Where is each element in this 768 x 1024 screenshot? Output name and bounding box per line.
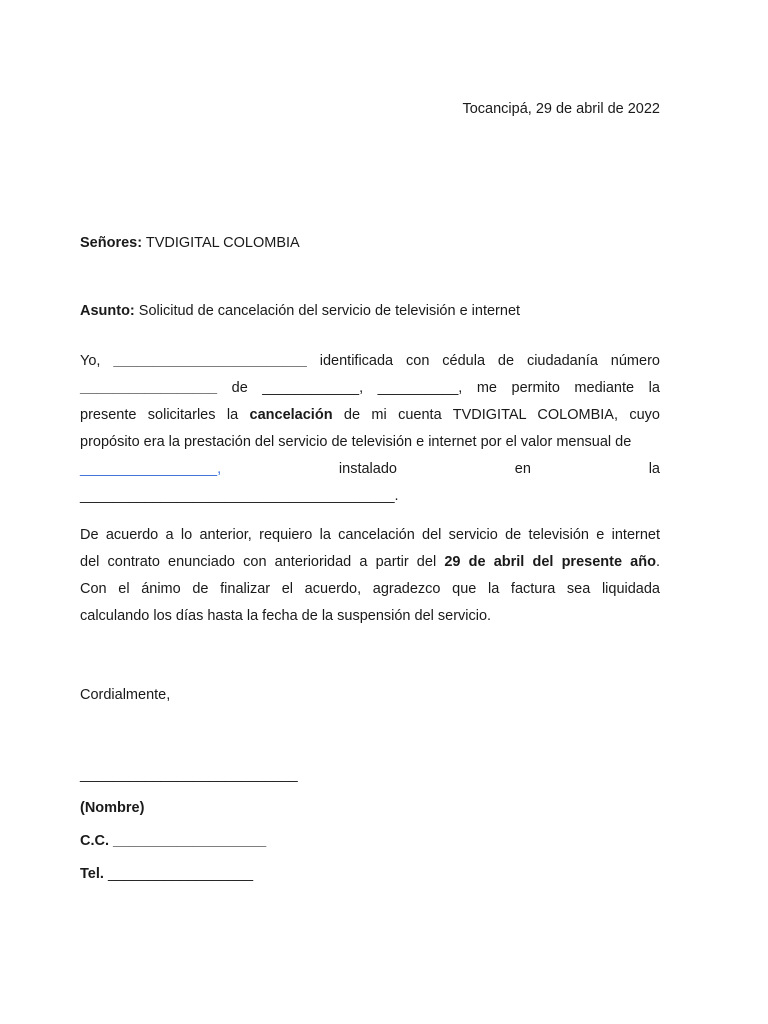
word: la	[648, 461, 660, 477]
paragraph-line	[80, 402, 660, 429]
word: ciudadanía	[526, 353, 598, 369]
paragraph-line	[80, 429, 660, 456]
text-run: del contrato enunciado con anterioridad a partir del	[80, 554, 445, 570]
paragraph-line	[80, 375, 660, 402]
subject-label: Asunto:	[80, 303, 135, 319]
word: Yo,	[80, 353, 101, 369]
text-run: calculando los días hasta la fecha de la suspensión del servicio.	[80, 608, 492, 624]
paragraph-line	[80, 456, 660, 483]
text-run: presente solicitarles la	[80, 407, 250, 423]
cc-blank: ___________________	[113, 833, 267, 849]
subject-text: Solicitud de cancelación del servicio de televisión e internet	[138, 303, 521, 319]
signature-tel	[80, 866, 253, 882]
word: permito	[511, 380, 560, 396]
paragraph-line	[80, 576, 660, 603]
letter-date: Tocancipá, 29 de abril de 2022	[462, 101, 660, 117]
word: me	[476, 380, 497, 396]
word: de	[497, 353, 515, 369]
word: la	[648, 380, 660, 396]
paragraph-request	[80, 348, 660, 510]
city-blank: ____________,	[262, 380, 364, 396]
text-run: De acuerdo a lo anterior, requiero la cancelación del servicio de televisión e internet	[80, 527, 660, 543]
word: cédula	[442, 353, 486, 369]
word: de	[231, 380, 248, 396]
tel-label: Tel.	[80, 866, 104, 882]
word: identificada	[319, 353, 394, 369]
paragraph-line	[80, 522, 660, 549]
paragraph-line	[80, 348, 660, 375]
text-run: .	[655, 554, 660, 570]
tel-blank: __________________	[107, 866, 254, 882]
word: instalado	[338, 461, 397, 477]
cc-label: C.C.	[80, 833, 109, 849]
word: en	[514, 461, 531, 477]
id-number-blank: _________________	[80, 380, 218, 396]
signature-cc	[80, 833, 266, 849]
word: con	[406, 353, 430, 369]
recipient-label: Señores:	[80, 235, 143, 251]
word: número	[610, 353, 660, 369]
text-run: de mi cuenta TVDIGITAL COLOMBIA, cuyo	[332, 407, 660, 423]
subject-line	[80, 303, 520, 319]
text-run: propósito era la prestación del servicio de televisión e internet por el valor mensual de	[80, 434, 632, 450]
paragraph-cancellation	[80, 522, 660, 630]
bold-cancelacion: cancelación	[249, 407, 333, 423]
address-blank: _______________________________________.	[80, 488, 399, 504]
text-run: Con el ánimo de finalizar el acuerdo, agradezco que la factura sea liquidada	[80, 581, 660, 597]
recipient-name: TVDIGITAL COLOMBIA	[145, 235, 300, 251]
signature-name: (Nombre)	[80, 800, 145, 816]
recipient-line	[80, 235, 300, 251]
name-blank: ________________________	[113, 353, 307, 369]
region-blank: __________,	[377, 380, 463, 396]
closing: Cordialmente,	[80, 687, 171, 703]
paragraph-line	[80, 603, 660, 630]
bold-date: 29 de abril del presente año	[444, 554, 656, 570]
word: mediante	[574, 380, 635, 396]
paragraph-line	[80, 483, 660, 510]
amount-blank: _________________,	[80, 461, 222, 477]
paragraph-line	[80, 549, 660, 576]
signature-line: ___________________________	[80, 767, 298, 783]
